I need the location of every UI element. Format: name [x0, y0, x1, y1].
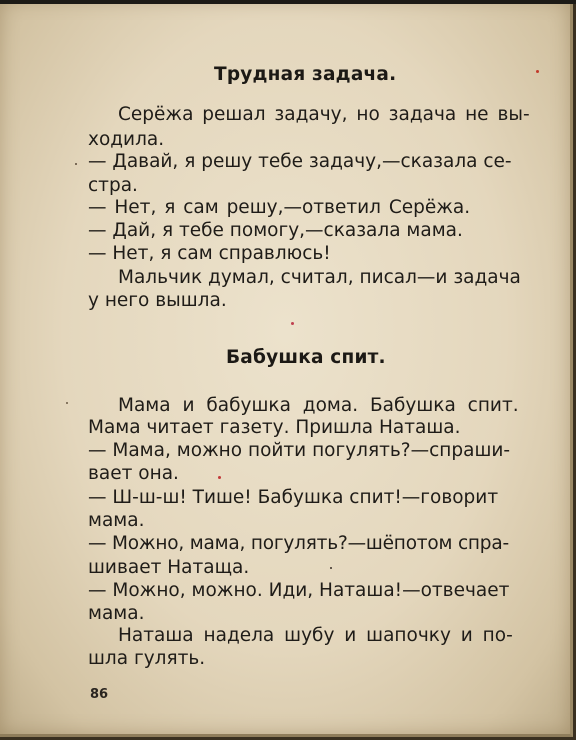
story2-line-7: — Можно, мама, погулять?—шёпотом спра-: [88, 533, 509, 554]
page-top-edge: [0, 0, 576, 4]
story2-line-9: — Можно, можно. Иди, Наташа!—отвечает: [88, 580, 510, 601]
story1-line-5: — Нет, я сам решу,—ответил Серёжа.: [88, 197, 471, 218]
story1-line-9: у него вышла.: [88, 290, 227, 311]
paper-speck: [330, 567, 332, 569]
story2-line-12: шла гулять.: [88, 648, 206, 669]
story1-line-8: Мальчик думал, считал, писал—и задача: [118, 267, 521, 288]
story2-line-10: мама.: [88, 603, 145, 624]
paper-speck: [75, 163, 77, 165]
page-number: 86: [90, 687, 109, 702]
story2-line-5: — Ш-ш-ш! Тише! Бабушка спит!—говорит: [88, 487, 499, 508]
story2-line-6: мама.: [88, 510, 145, 531]
story1-line-7: — Нет, я сам справлюсь!: [88, 243, 331, 264]
story1-line-2: ходила.: [88, 129, 165, 150]
paper-speck: [66, 402, 68, 404]
story2-line-2: Мама читает газету. Пришла Наташа.: [88, 417, 461, 438]
story1-line-6: — Дай, я тебе помогу,—сказала мама.: [88, 220, 463, 241]
story2-line-8: шивает Натаща.: [88, 557, 250, 578]
story2-line-3: — Мама, можно пойти погулять?—спраши-: [88, 440, 511, 461]
paper-speck: [291, 322, 294, 325]
story-title-trudnaya-zadacha: Трудная задача.: [214, 64, 397, 85]
paper-speck: [218, 476, 221, 479]
story2-line-11: Наташа надела шубу и шапочку и по-: [118, 625, 513, 646]
story2-line-4: вает она.: [88, 463, 179, 484]
story-title-babushka-spit: Бабушка спит.: [226, 347, 386, 368]
story1-line-3: — Давай, я решу тебе задачу,—сказала се-: [88, 151, 512, 172]
paper-speck: [536, 70, 539, 73]
story2-line-1: Мама и бабушка дома. Бабушка спит.: [118, 395, 519, 416]
story1-line-4: стра.: [88, 175, 138, 196]
story1-line-1: Серёжа решал задачу, но задача не вы-: [118, 104, 530, 125]
